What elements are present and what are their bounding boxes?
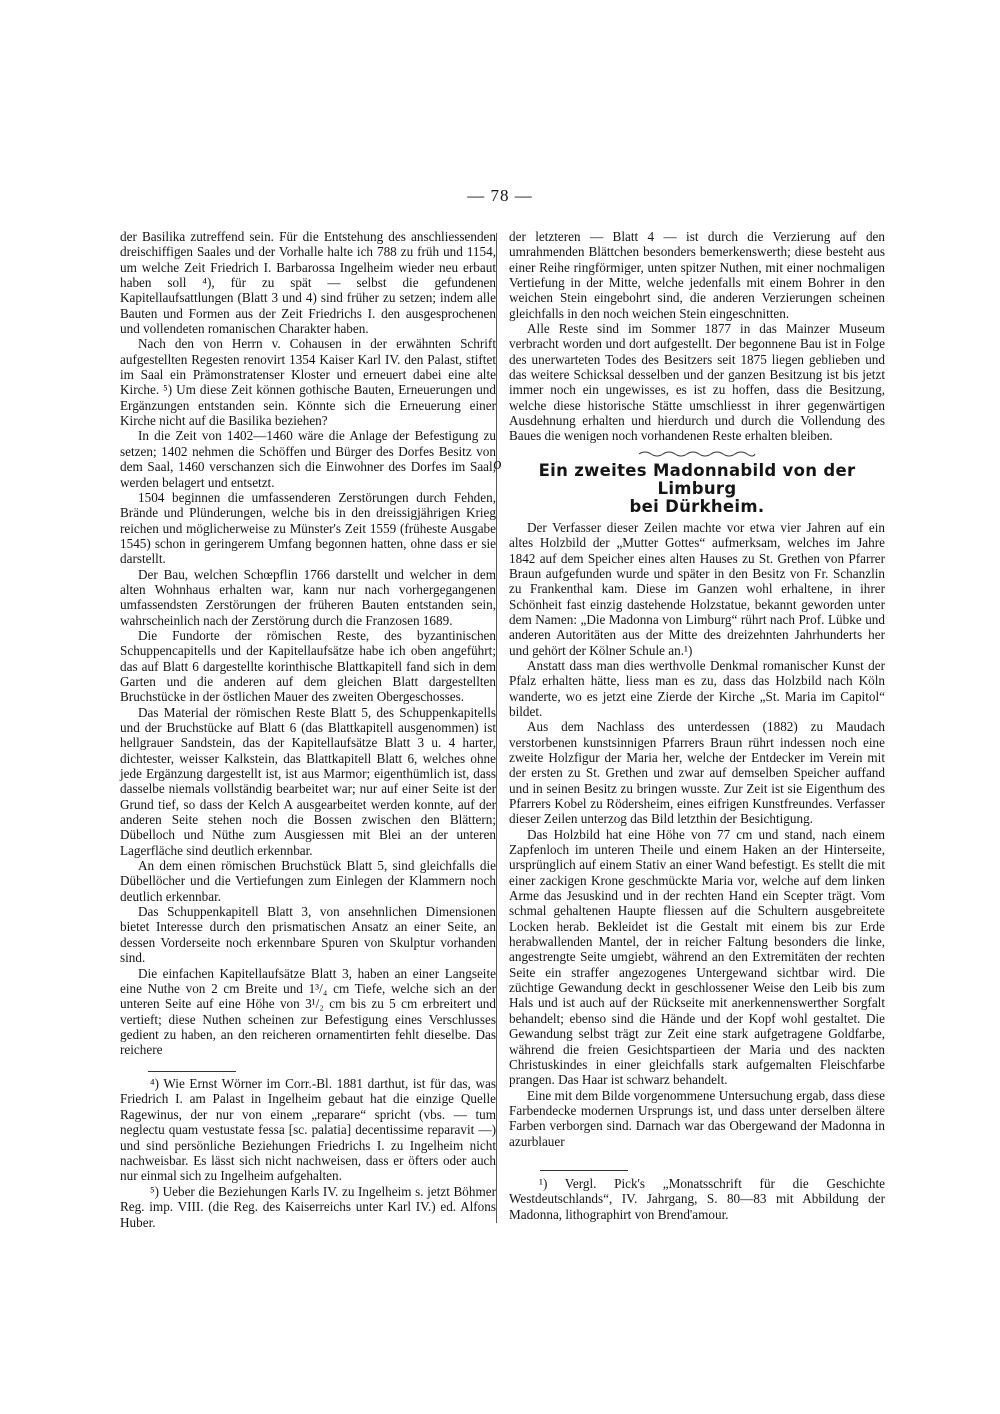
left-paragraph-1: der Basilika zutreffend sein. Für die Entstehung des anschliessenden dreischiffigen Saales und der Vorhalle halte ich 788 zu früh und 1154, um welche Zeit Friedrich I. Barbarossa Ingelheim wieder neu erbaut haben soll ⁴), für zu spät — selbst die gefundenen Kapitellaufsattlungen (Blatt 3 und 4) sind früher zu setzen; indem alle Bauten und Formen aus der Zeit Friedrichs I. den ausgesprochenen und vollendeten romanischen Charakter haben. (120, 229, 496, 337)
heading-line-2: bei Dürkheim. (629, 496, 765, 516)
left-paragraph-8: An dem einen römischen Bruchstück Blatt 5, sind gleichfalls die Dübellöcher und die Vertiefungen zum Einlegen der Klammern noch deutlich erkennbar. (120, 858, 496, 904)
left-footnotes (120, 1076, 496, 1230)
page-number: — 78 — (467, 186, 533, 205)
article-heading (509, 462, 885, 516)
right-footnotes (509, 1176, 885, 1222)
left-column (120, 229, 496, 1058)
footnote-5: ⁵) Ueber die Beziehungen Karls IV. zu Ingelheim s. jetzt Böhmer Reg. imp. VIII. (die Reg. des Kaiserreichs unter Karl IV.) ed. Alfons Huber. (120, 1183, 496, 1230)
left-footnote-rule (148, 1071, 236, 1072)
right-paragraph-1: der letzteren — Blatt 4 — ist durch die Verzierung auf den umrahmenden Blättchen besonders bemerkenswerth; diese besteht aus einer Reihe ringförmiger, unten spitzer Nuthen, mit einer nochmaligen Vertiefung in der Mitte, welche jedenfalls mit einem Bohrer in den weichen Stein eingebohrt sind, die anderen Verzierungen scheinen gleichfalls in den noch weichen Stein eingeschnitten. (509, 229, 885, 321)
right-footnote-rule (540, 1170, 628, 1171)
left-paragraph-10: Die einfachen Kapitellaufsätze Blatt 3, haben an einer Langseite eine Nuthe von 2 cm Breite und 1³/₄ cm Tiefe, welche sich an der unteren Seite auf eine Höhe von 3¹/₂ cm bis zu 5 cm erbreitert und vertieft; diese Nuthen scheinen zur Befestigung eines Verschlusses gedient zu haben, an den reicheren ornamentirten fehlt dieselbe. Das reichere (120, 965, 496, 1058)
right-paragraph-2: Alle Reste sind im Sommer 1877 in das Mainzer Museum verbracht worden und dort aufgestellt. Der begonnene Bau ist in Folge des unerwarteten Todes des Besitzers seit 1875 liegen geblieben und das weitere Schicksal desselben und der ganzen Besitzung ist bis jetzt immer noch ein ungewisses, es ist zu hoffen, dass die Besitzung, welche diese historische Stätte umschliesst in ihrer gegenwärtigen Ausdehnung erhalten und hierdurch und durch die Vollendung des Baues die wenigen noch vorhandenen Reste erhalten bleiben. (509, 321, 885, 444)
right-column (509, 229, 885, 1149)
left-paragraph-9: Das Schuppenkapitell Blatt 3, von ansehnlichen Dimensionen bietet Interesse durch den prismatischen Ansatz an einer Seite, an dessen Vorderseite noch erkennbare Spuren von Skulptur vorhanden sind. (120, 904, 496, 966)
left-paragraph-4: 1504 beginnen die umfassenderen Zerstörungen durch Fehden, Brände und Plünderungen, welche bis in den dreissigjährigen Krieg reichen und möglicherweise zu Münster's Zeit 1559 (früheste Ausgabe 1545) schon in geringerem Umfang begonnen hatten, ohne dass er sie darstellt. (120, 489, 496, 567)
left-paragraph-3: In die Zeit von 1402—1460 wäre die Anlage der Befestigung zu setzen; 1402 nehmen die Schöffen und Bürger des Dorfes Besitz von dem Saal, 1460 verschanzen sich die Einwohner des Dorfes im Saal, werden belagert und entsetzt. (120, 428, 496, 490)
left-paragraph-2: Nach den von Herrn v. Cohausen in der erwähnten Schrift aufgestellten Regesten renovirt 1354 Kaiser Karl IV. den Palast, stiftet im Saal ein Prämonstratenser Kloster und erneuert dabei eine alte Kirche. ⁵) Um diese Zeit können gothische Bauten, Erneuerungen und Ergänzungen entstanden sein. Könnte sich die Erneuerung einer Kirche nicht auf die Basilika beziehen? (120, 336, 496, 429)
left-paragraph-6: Die Fundorte der römischen Reste, des byzantinischen Schuppencapitells und der Kapitellaufsätze habe ich oben angeführt; das auf Blatt 6 dargestellte korinthische Blattkapitell fand sich in dem Garten und die anderen auf dem gleichen Blatt dargestellten Bruchstücke in der östlichen Mauer des zweiten Obergeschosses. (120, 627, 496, 705)
right-paragraph-3: Der Verfasser dieser Zeilen machte vor etwa vier Jahren auf ein altes Holzbild der „Mutter Gottes“ aufmerksam, welches im Jahre 1842 auf dem Speicher eines alten Hauses zu St. Grethen von Pfarrer Braun aufgefunden wurde und später in den Besitz von Fr. Schanzlin zu Frankenthal kam. Diese im Ganzen wohl erhaltene, in ihrer Schönheit fast einzig dastehende Holzstatue, bekannt geworden unter dem Namen: „Die Madonna von Limburg“ rührt nach Prof. Lübke und anderen Autoritäten aus der Mitte des dreizehnten Jahrhunderts her und gehört der Kölner Schule an.¹) (509, 519, 885, 658)
right-paragraph-7: Eine mit dem Bilde vorgenommene Untersuchung ergab, dass diese Farbendecke modernen Ursprungs ist, und dass unter derselben ältere Farben verborgen sind. Darnach war das Obergewand der Madonna in azurblauer (509, 1087, 885, 1149)
column-divider (496, 233, 497, 1223)
left-paragraph-5: Der Bau, welchen Schœpflin 1766 darstellt und welcher in dem alten Wohnhaus erhalten war, kann nur nach vorhergegangenen umfassendsten Zerstörungen der früheren Bauten entstanden sein, wahrscheinlich nach der Zerstörung durch die Franzosen 1689. (120, 566, 496, 628)
footnote-1: ¹) Vergl. Pick's „Monatsschrift für die Geschichte Westdeutschlands“, IV. Jahrgang, S. 80—83 mit Abbildung der Madonna, lithographirt von Brend'amour. (509, 1176, 885, 1222)
right-paragraph-6: Das Holzbild hat eine Höhe von 77 cm und stand, nach einem Zapfenloch im unteren Theile und einem Haken an der Hinterseite, ursprünglich auf einem Stativ an einer Wand befestigt. Es stellt die mit einer zackigen Krone geschmückte Maria vor, welche auf dem linken Arme das Jesuskind und in der rechten Hand ein Scepter trägt. Vom schmal gehaltenen Haupte fliessen auf die Schultern ausgebreitete Locken herab. Bekleidet ist die Gestalt mit einem bis zur Erde herabwallenden Mantel, der in reicher Faltung besonders die linke, angestrengte Seite umgiebt, während an den Extremitäten der rechten Seite ein straffer angezogenes Untergewand sichtbar wird. Die züchtige Gewandung deckt in geschlossener Weise den Leib bis zum Hals und ist auch auf der Rückseite mit anerkennenswerther Sorgfalt behandelt; ebenso sind die Hände und der Kopf wohl gestaltet. Die Gewandung selbst trägt zur Zeit eine stark aufgetragene Goldfarbe, während die freien Gesichtspartieen der Maria und des nackten Christuskindes in einer gleichfalls stark aufgemalten Fleischfarbe prangen. Das Haar ist schwarz behandelt. (509, 826, 885, 1088)
heading-line-1: Ein zweites Madonnabild von der Limburg (538, 460, 856, 498)
right-paragraph-5: Aus dem Nachlass des unterdessen (1882) zu Maudach verstorbenen kunstsinnigen Pfarrers Braun rührt indessen noch eine zweite Holzfigur der Maria her, welche der Entdecker im Verein mit der ersten zu St. Grethen und zwar auf demselben Speicher auffand und in seinen Besitz zu bringen wusste. Zur Zeit ist sie Eigenthum des Pfarrers Kobel zu Rödersheim, eines eifrigen Kunstfreundes. Verfasser dieser Zeilen unterzog das Bild letzthin der Besichtigung. (509, 719, 885, 827)
left-paragraph-7: Das Material der römischen Reste Blatt 5, des Schuppenkapitells und der Bruchstücke auf Blatt 6 (das Blattkapitell ausgenommen) ist hellgrauer Sandstein, das der Kapitellaufsätze Blatt 3 u. 4 harter, dichtester, weisser Kalkstein, das Blattkapitell Blatt 6, welches ohne jede Ergänzung dargestellt ist, ist aus Marmor; eigenthümlich ist, dass dasselbe niemals vollständig bearbeitet war; nur auf einer Seite ist der Grund tief, so dass der Kelch A ausgearbeitet werden konnte, auf der anderen Seite stehen noch die Bossen zwischen den Blättern; Dübelloch und Nüthe zum Ausgiessen mit Blei an der unteren Lagerfläche sind deutlich erkennbar. (120, 704, 496, 858)
margin-mark: o (491, 453, 503, 474)
footnote-4: ⁴) Wie Ernst Wörner im Corr.-Bl. 1881 darthut, ist für das, was Friedrich I. am Palast in Ingelheim gebaut hat die einzige Quelle Ragewinus, der nur von einem „reparare“ spricht (vbs. — tum neglectu quam vestustate fessa [sc. palatia] decentissime reparavit —) und sind persönliche Beziehungen Friedrichs I. zu Ingelheim nicht nachweisbar. Es lässt sich nicht nachweisen, dass er öfters oder auch nur einmal sich zu Ingelheim aufgehalten. (120, 1076, 496, 1184)
section-ornament (509, 446, 885, 454)
right-paragraph-4: Anstatt dass man dies werthvolle Denkmal romanischer Kunst der Pfalz erhalten hätte, liess man es zu, dass das Holzbild nach Köln wanderte, wo es jetzt eine Zierde der Kirche „St. Maria im Capitol“ bildet. (509, 657, 885, 719)
